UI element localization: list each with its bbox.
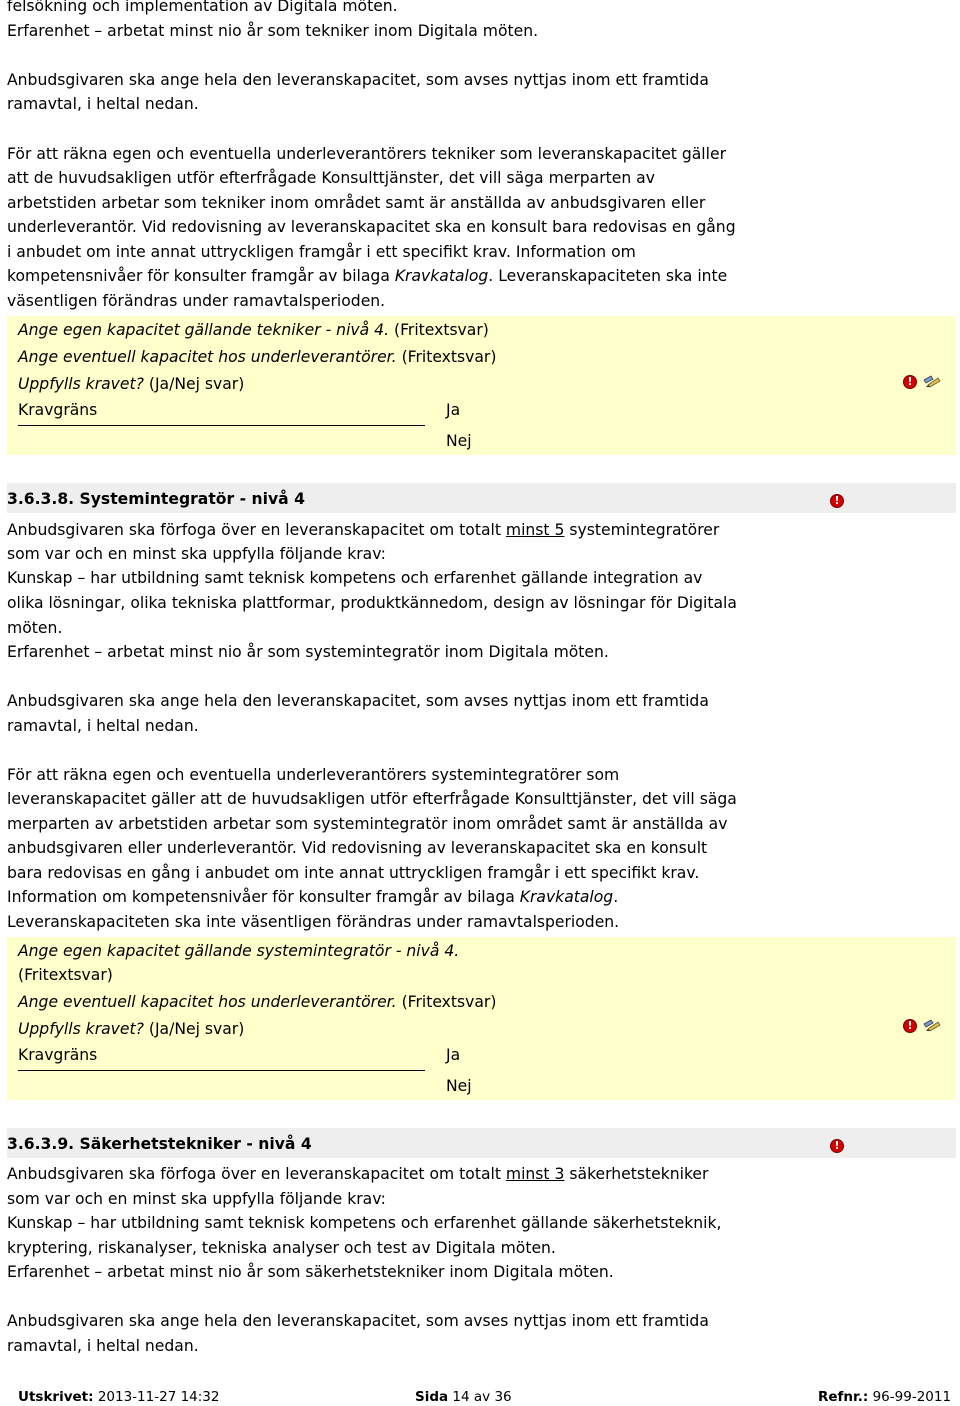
option-nej[interactable]: Nej: [446, 1077, 472, 1095]
footer-label: Utskrivet:: [18, 1389, 94, 1405]
option-ja[interactable]: Ja: [446, 1046, 461, 1064]
warning-icon: !: [903, 1019, 917, 1033]
kravkatalog-reference: Kravkatalog: [394, 267, 489, 285]
question-capacity-own[interactable]: [18, 941, 459, 961]
question-text: Ange eventuell kapacitet hos underleverantörer.: [18, 348, 397, 366]
body-text: Erfarenhet – arbetat minst nio år som tekniker inom Digitala möten.: [7, 22, 539, 40]
warning-icon: !: [903, 375, 917, 389]
text-fragment: säkerhetstekniker: [564, 1165, 709, 1183]
question-text: Uppfylls kravet?: [18, 1020, 144, 1038]
question-fulfilled[interactable]: [18, 374, 244, 394]
body-text: Erfarenhet – arbetat minst nio år som säkerhetstekniker inom Digitala möten.: [7, 1263, 614, 1281]
body-text: väsentligen förändras under ramavtalsperioden.: [7, 292, 386, 310]
body-text: Anbudsgivaren ska ange hela den leveranskapacitet, som avses nyttjas inom ett framtida: [7, 1312, 709, 1330]
question-capacity-sub[interactable]: [18, 992, 496, 1012]
section-heading: 3.6.3.8. Systemintegratör - nivå 4: [7, 490, 305, 508]
answer-type: (Fritextsvar): [401, 993, 497, 1011]
body-text: Erfarenhet – arbetat minst nio år som systemintegratör inom Digitala möten.: [7, 643, 609, 661]
minimum-count: minst 3: [505, 1165, 565, 1183]
divider: [18, 1070, 425, 1071]
body-text: [7, 887, 618, 907]
body-text: Anbudsgivaren ska ange hela den leveranskapacitet, som avses nyttjas inom ett framtida: [7, 692, 709, 710]
body-text: Leveranskapaciteten ska inte väsentligen förändras under ramavtalsperioden.: [7, 913, 620, 931]
question-capacity-own-type: [18, 965, 113, 985]
footer-printed: [18, 1388, 219, 1406]
body-text: olika lösningar, olika tekniska plattformar, produktkännedom, design av lösningar för Digitala: [7, 594, 737, 612]
text-fragment: Anbudsgivaren ska förfoga över en leveranskapacitet om totalt: [7, 1165, 506, 1183]
body-text: leveranskapacitet gäller att de huvudsakligen utför efterfrågade Konsulttjänster, det vill säga: [7, 790, 737, 808]
body-text: möten.: [7, 619, 63, 637]
body-text: underleverantör. Vid redovisning av leveranskapacitet ska en konsult bara redovisas en gång: [7, 218, 736, 236]
question-text: Uppfylls kravet?: [18, 375, 144, 393]
body-text: kryptering, riskanalyser, tekniska analyser och test av Digitala möten.: [7, 1239, 556, 1257]
text-fragment: systemintegratörer: [564, 521, 720, 539]
body-text: Anbudsgivaren ska ange hela den leveranskapacitet, som avses nyttjas inom ett framtida: [7, 71, 709, 89]
answer-type: (Ja/Nej svar): [148, 375, 245, 393]
question-text: Ange eventuell kapacitet hos underleverantörer.: [18, 993, 397, 1011]
body-text: Kunskap – har utbildning samt teknisk kompetens och erfarenhet gällande säkerhetsteknik,: [7, 1214, 722, 1232]
body-text: felsökning och implementation av Digitala möten.: [7, 0, 398, 15]
kravkatalog-reference: Kravkatalog: [519, 888, 614, 906]
section-heading: 3.6.3.9. Säkerhetstekniker - nivå 4: [7, 1135, 312, 1153]
warning-icon: !: [830, 1139, 844, 1153]
option-nej[interactable]: Nej: [446, 432, 472, 450]
body-text: [7, 266, 727, 286]
body-text: som var och en minst ska uppfylla följande krav:: [7, 545, 386, 563]
text-fragment: Information om kompetensnivåer för konsulter framgår av bilaga: [7, 888, 520, 906]
body-text: i anbudet om inte annat uttryckligen framgår i ett specifikt krav. Information om: [7, 243, 636, 261]
option-ja[interactable]: Ja: [446, 401, 461, 419]
edit-pencil-icon[interactable]: [922, 1018, 942, 1032]
footer-label: Refnr.:: [818, 1389, 869, 1405]
body-text: anbudsgivaren eller underleverantör. Vid redovisning av leveranskapacitet ska en konsult: [7, 839, 708, 857]
body-text: att de huvudsakligen utför efterfrågade Konsulttjänster, det vill säga merparten av: [7, 169, 655, 187]
divider: [18, 425, 425, 426]
body-text: För att räkna egen och eventuella underleverantörers tekniker som leveranskapacitet gäller: [7, 145, 726, 163]
text-fragment: Anbudsgivaren ska förfoga över en leveranskapacitet om totalt: [7, 521, 506, 539]
body-text: För att räkna egen och eventuella underleverantörers systemintegratörer som: [7, 766, 620, 784]
footer-value: 14 av 36: [452, 1389, 512, 1405]
minimum-count: minst 5: [505, 521, 565, 539]
text-fragment: kompetensnivåer för konsulter framgår av bilaga: [7, 267, 395, 285]
question-capacity-own[interactable]: [18, 320, 489, 340]
footer-page: [415, 1388, 512, 1406]
footer-value: 2013-11-27 14:32: [97, 1389, 220, 1405]
footer-value: 96-99-2011: [872, 1389, 952, 1405]
body-text: ramavtal, i heltal nedan.: [7, 1337, 199, 1355]
body-text: merparten av arbetstiden arbetar som systemintegratör inom området samt är anställda av: [7, 815, 728, 833]
text-fragment: . Leveranskapaciteten ska inte: [488, 267, 728, 285]
warning-icon: !: [830, 494, 844, 508]
answer-type: (Fritextsvar): [401, 348, 497, 366]
body-text: [7, 520, 719, 540]
answer-type: (Ja/Nej svar): [148, 1020, 245, 1038]
footer-label: Sida: [415, 1389, 449, 1405]
footer-ref: [818, 1388, 951, 1406]
body-text: bara redovisas en gång i anbudet om inte annat uttryckligen framgår i ett specifikt krav.: [7, 864, 700, 882]
kravgrans-label: Kravgräns: [18, 401, 98, 419]
question-text: Ange egen kapacitet gällande systemintegratör - nivå 4.: [18, 942, 460, 960]
kravgrans-label: Kravgräns: [18, 1046, 98, 1064]
body-text: Kunskap – har utbildning samt teknisk kompetens och erfarenhet gällande integration av: [7, 569, 703, 587]
edit-pencil-icon[interactable]: [922, 374, 942, 388]
body-text: som var och en minst ska uppfylla följande krav:: [7, 1190, 386, 1208]
body-text: arbetstiden arbetar som tekniker inom området samt är anställda av anbudsgivaren eller: [7, 194, 706, 212]
text-fragment: .: [613, 888, 619, 906]
question-text: Ange egen kapacitet gällande tekniker - nivå 4.: [18, 321, 390, 339]
answer-type: (Fritextsvar): [394, 321, 489, 339]
body-text: [7, 1164, 708, 1184]
body-text: ramavtal, i heltal nedan.: [7, 95, 199, 113]
question-capacity-sub[interactable]: [18, 347, 496, 367]
body-text: ramavtal, i heltal nedan.: [7, 717, 199, 735]
answer-type: (Fritextsvar): [18, 966, 113, 984]
question-fulfilled[interactable]: [18, 1019, 244, 1039]
